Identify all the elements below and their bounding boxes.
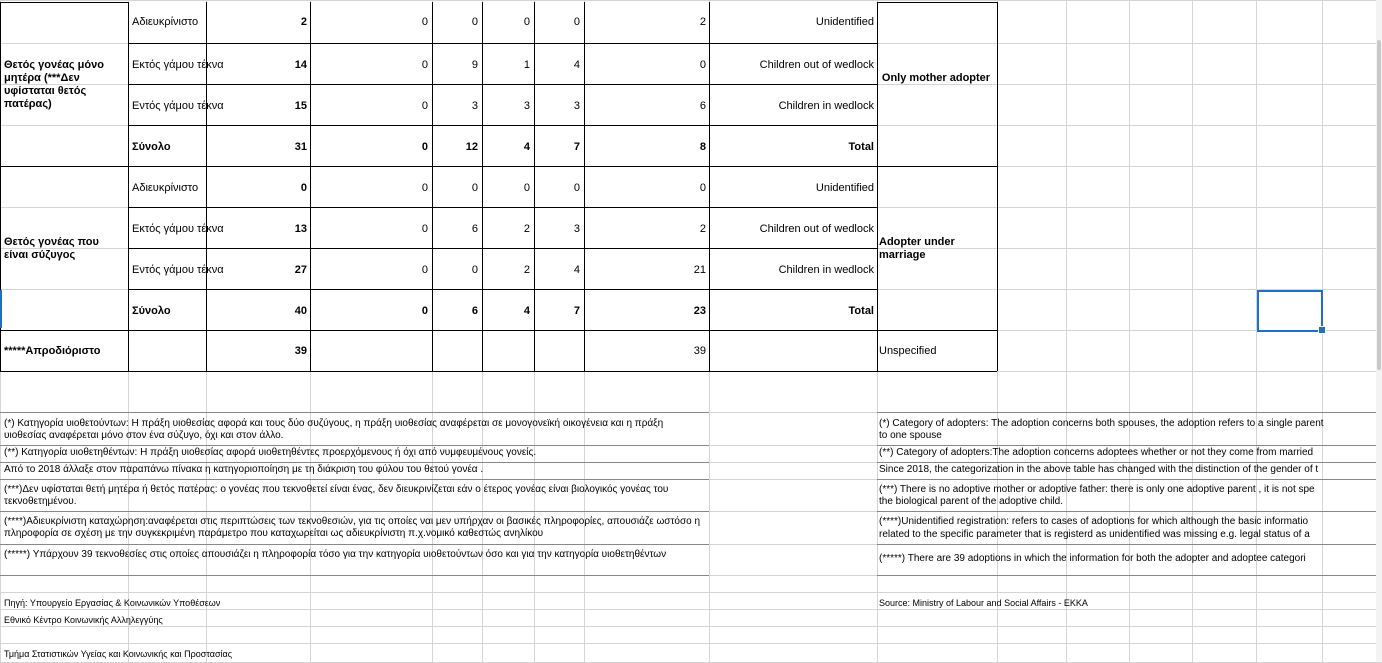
value-cell[interactable]: 4 — [573, 264, 580, 276]
table-border-h — [128, 289, 877, 290]
group-label-spouse-el: Θετός γονέας που είναι σύζυγος — [4, 236, 99, 261]
value-cell[interactable]: 4 — [573, 59, 580, 71]
value-cell[interactable]: 0 — [421, 59, 428, 71]
table-border-v — [534, 2, 535, 371]
value-cell[interactable]: 23 — [693, 305, 706, 317]
row-label-el: Εκτός γάμου τέκνα — [132, 59, 224, 71]
table-border-v — [310, 2, 311, 371]
row-label-el: Αδιευκρίνιστο — [132, 16, 199, 28]
value-cell[interactable]: 7 — [573, 141, 580, 153]
row-label-en: Total — [848, 141, 874, 153]
note-border-h — [877, 511, 1376, 512]
group-label-mother-el: Θετός γονέας μόνο μητέρα (***Δεν υφίσταται θετός πατέρας) — [4, 59, 104, 110]
gridline-h — [0, 609, 1382, 610]
note-border-h — [877, 445, 1376, 446]
value-cell[interactable]: 6 — [699, 100, 706, 112]
note-en-5b: related to the specific parameter that is registerd as unidentified was missing e.g. legal status of a — [879, 529, 1310, 540]
row-label-el: Αδιευκρίνιστο — [132, 182, 199, 194]
note-border-h — [0, 575, 709, 576]
value-cell[interactable]: 31 — [294, 141, 307, 153]
table-border-h — [128, 207, 877, 208]
value-cell[interactable]: 0 — [699, 59, 706, 71]
note-en-1: (*) Category of adopters: The adoption concerns both spouses, the adoption refers to a single parent — [879, 418, 1324, 429]
note-en-2: (**) Category of adopters:The adoption concerns adoptees whether or not they come from married — [879, 447, 1314, 458]
gridline-h — [0, 592, 1382, 593]
value-cell[interactable]: 0 — [421, 141, 428, 153]
value-cell[interactable]: 14 — [294, 59, 307, 71]
value-cell[interactable]: 0 — [421, 223, 428, 235]
note-en-1b: to one spouse — [879, 430, 942, 441]
note-border-h — [877, 544, 1376, 545]
table-border-v — [482, 2, 483, 371]
value-cell[interactable]: 0 — [523, 16, 530, 28]
note-el-6: (*****) Υπάρχουν 39 τεκνοθεσίες στις οποίες απουσιάζει η πληροφορία τόσο για την κατηγορία υιοθετούντων όσο και για την κατηγορία υιοθετηθέντων — [4, 549, 667, 560]
gridline-h — [0, 626, 1382, 627]
table-border-v — [206, 2, 207, 371]
value-cell[interactable]: 0 — [699, 182, 706, 194]
table-border-h — [128, 43, 877, 44]
value-cell[interactable]: 0 — [471, 264, 478, 276]
value-cell[interactable]: 9 — [471, 59, 478, 71]
row-label-en: Total — [848, 305, 874, 317]
note-el-5: (****)Αδιευκρίνιστη καταχώρηση:αναφέρεται στις περιπτώσεις των τεκνοθεσιών, για τις οποίες ναι μεν υπήρχαν οι βασικές πληροφορίες, απουσιάζε ωστόσο η πληροφορία σε σχέση με την συγκεκριμένη παράμετρο που καταχωρείται ως αδιευκρίνιστη π.χ.νομικό καθεστώς ανηλίκου — [4, 516, 701, 539]
value-cell[interactable]: 8 — [699, 141, 706, 153]
value-cell[interactable]: 0 — [523, 182, 530, 194]
value-cell[interactable]: 3 — [471, 100, 478, 112]
group-border-h — [877, 166, 997, 167]
note-border-h — [877, 412, 1376, 413]
source-el-1: Πηγή: Υπουργείο Εργασίας & Κοινωνικών Υποθέσεων — [4, 598, 221, 608]
unspecified-total[interactable]: 39 — [294, 345, 307, 357]
note-en-3: Since 2018, the categorization in the above table has changed with the distinction of the gender of t — [879, 464, 1319, 475]
note-border-h — [0, 445, 709, 446]
group-border-h — [0, 330, 128, 331]
source-en: Source: Ministry of Labour and Social Affairs - EKKA — [879, 598, 1088, 608]
table-border-h — [128, 248, 877, 249]
group-border-h — [877, 2, 997, 3]
note-el-4: (***)Δεν υφίσταται θετή μητέρα ή θετός πατέρας: ο γονέας που τεκνοθετεί είναι ένας, δεν διευκρινίζεται εάν ο έτερος γονέας είναι βιολογικός γονέας του τεκνοθετημένου. — [4, 484, 669, 507]
value-cell[interactable]: 3 — [573, 223, 580, 235]
row-label-en: Children in wedlock — [778, 100, 874, 112]
table-border-h — [128, 84, 877, 85]
gridline-h — [0, 643, 1382, 644]
row-label-el: Εκτός γάμου τέκνα — [132, 223, 224, 235]
value-cell[interactable]: 21 — [693, 264, 706, 276]
value-cell[interactable]: 6 — [471, 223, 478, 235]
row-label-en: Children in wedlock — [778, 264, 874, 276]
row-label-en: Children out of wedlock — [759, 223, 874, 235]
note-border-h — [0, 412, 709, 413]
group-border-h — [0, 371, 128, 372]
row-label-en: Unidentified — [815, 182, 874, 194]
scrollbar-thumb[interactable] — [1377, 40, 1381, 370]
note-en-4b: the biological parent of the adoptive child. — [879, 496, 1064, 507]
note-el-2: (**) Κατηγορία υιοθετηθέντων: Η πράξη υιοθεσίας αφορά υιοθετηθέντες προερχόμενους ή όχι από νυμφευμένους γονείς. — [4, 447, 537, 458]
note-el-1: (*) Κατηγορία υιοθετούντων: Η πράξη υιοθεσίας αφορά και τους δύο συζύγους, η πράξη υιοθεσίας αναφέρεται σε μονογονεϊκή οικογένεια και η πράξη υιοθεσίας αναφέρεται μόνο στον ένα σύζυγο, όχι και στον άλλο. — [4, 418, 664, 441]
row-label-el: Σύνολο — [132, 305, 171, 317]
note-el-3: Από το 2018 άλλαξε στον παραπάνω πίνακα η κατηγοριοποίηση με τη διάκριση του φύλου του θετού γονέα . — [4, 464, 484, 475]
value-cell[interactable]: 0 — [573, 182, 580, 194]
source-el-2: Εθνικό Κέντρο Κοινωνικής Αλληλεγγύης — [4, 615, 163, 625]
row-label-en: Unidentified — [815, 16, 874, 28]
source-el-3: Τμήμα Στατιστικών Υγείας και Κοινωνικής και Προστασίας — [4, 649, 233, 659]
unspecified-value[interactable]: 39 — [693, 345, 706, 357]
value-cell[interactable]: 0 — [573, 16, 580, 28]
value-cell[interactable]: 0 — [471, 182, 478, 194]
value-cell[interactable]: 2 — [523, 264, 530, 276]
table-border-v — [997, 2, 998, 371]
value-cell[interactable]: 0 — [421, 305, 428, 317]
note-border-h — [0, 462, 709, 463]
value-cell[interactable]: 12 — [465, 141, 478, 153]
fill-handle[interactable] — [1318, 326, 1326, 334]
group-border-h — [0, 2, 128, 3]
value-cell[interactable]: 2 — [699, 223, 706, 235]
value-cell[interactable]: 0 — [421, 16, 428, 28]
row-indicator — [0, 290, 2, 328]
value-cell[interactable]: 0 — [421, 100, 428, 112]
row-label-el: Εντός γάμου τέκνα — [132, 100, 224, 112]
table-border-v — [877, 2, 878, 371]
value-cell[interactable]: 2 — [300, 16, 307, 28]
table-border-v — [584, 2, 585, 371]
value-cell[interactable]: 2 — [523, 223, 530, 235]
note-border-h — [0, 479, 709, 480]
group-border-h — [877, 371, 997, 372]
value-cell[interactable]: 13 — [294, 223, 307, 235]
value-cell[interactable]: 4 — [523, 141, 530, 153]
table-border-v — [128, 2, 129, 371]
value-cell[interactable]: 7 — [573, 305, 580, 317]
note-border-h — [877, 462, 1376, 463]
note-border-h — [0, 511, 709, 512]
group-label-mother-en: Only mother adopter — [881, 72, 991, 84]
value-cell[interactable]: 1 — [523, 59, 530, 71]
gridline-h — [0, 0, 1382, 1]
selected-cell[interactable] — [1257, 290, 1323, 332]
group-label-spouse-en: Adopter under marriage — [879, 236, 955, 261]
value-cell[interactable]: 0 — [421, 264, 428, 276]
value-cell[interactable]: 40 — [294, 305, 307, 317]
table-border-h — [128, 166, 877, 167]
note-en-5: (****)Unidentified registration: refers to cases of adoptions for which although the basic informatio — [879, 516, 1309, 527]
table-border-v — [432, 2, 433, 371]
unspecified-label-en: Unspecified — [879, 345, 937, 357]
note-border-h — [877, 479, 1376, 480]
table-border-h — [128, 330, 877, 331]
value-cell[interactable]: 0 — [421, 182, 428, 194]
value-cell[interactable]: 27 — [294, 264, 307, 276]
value-cell[interactable]: 15 — [294, 100, 307, 112]
note-en-4: (***) There is no adoptive mother or adoptive father: there is only one adoptive parent , it is not spe — [879, 484, 1315, 495]
value-cell[interactable]: 3 — [523, 100, 530, 112]
value-cell[interactable]: 4 — [523, 305, 530, 317]
unspecified-label-el: *****Απροδιόριστο — [4, 345, 101, 357]
value-cell[interactable]: 0 — [300, 182, 307, 194]
table-border-h — [128, 125, 877, 126]
row-label-en: Children out of wedlock — [759, 59, 874, 71]
value-cell[interactable]: 2 — [699, 16, 706, 28]
note-border-h — [877, 575, 1376, 576]
table-border-v — [709, 2, 710, 371]
row-label-el: Σύνολο — [132, 141, 171, 153]
group-border-h — [877, 330, 997, 331]
value-cell[interactable]: 6 — [471, 305, 478, 317]
row-label-el: Εντός γάμου τέκνα — [132, 264, 224, 276]
group-border-h — [0, 166, 128, 167]
value-cell[interactable]: 3 — [573, 100, 580, 112]
note-border-h — [0, 544, 709, 545]
note-en-6: (*****) There are 39 adoptions in which the information for both the adopter and adoptee categori — [879, 553, 1306, 564]
table-border-h — [128, 371, 877, 372]
value-cell[interactable]: 0 — [471, 16, 478, 28]
